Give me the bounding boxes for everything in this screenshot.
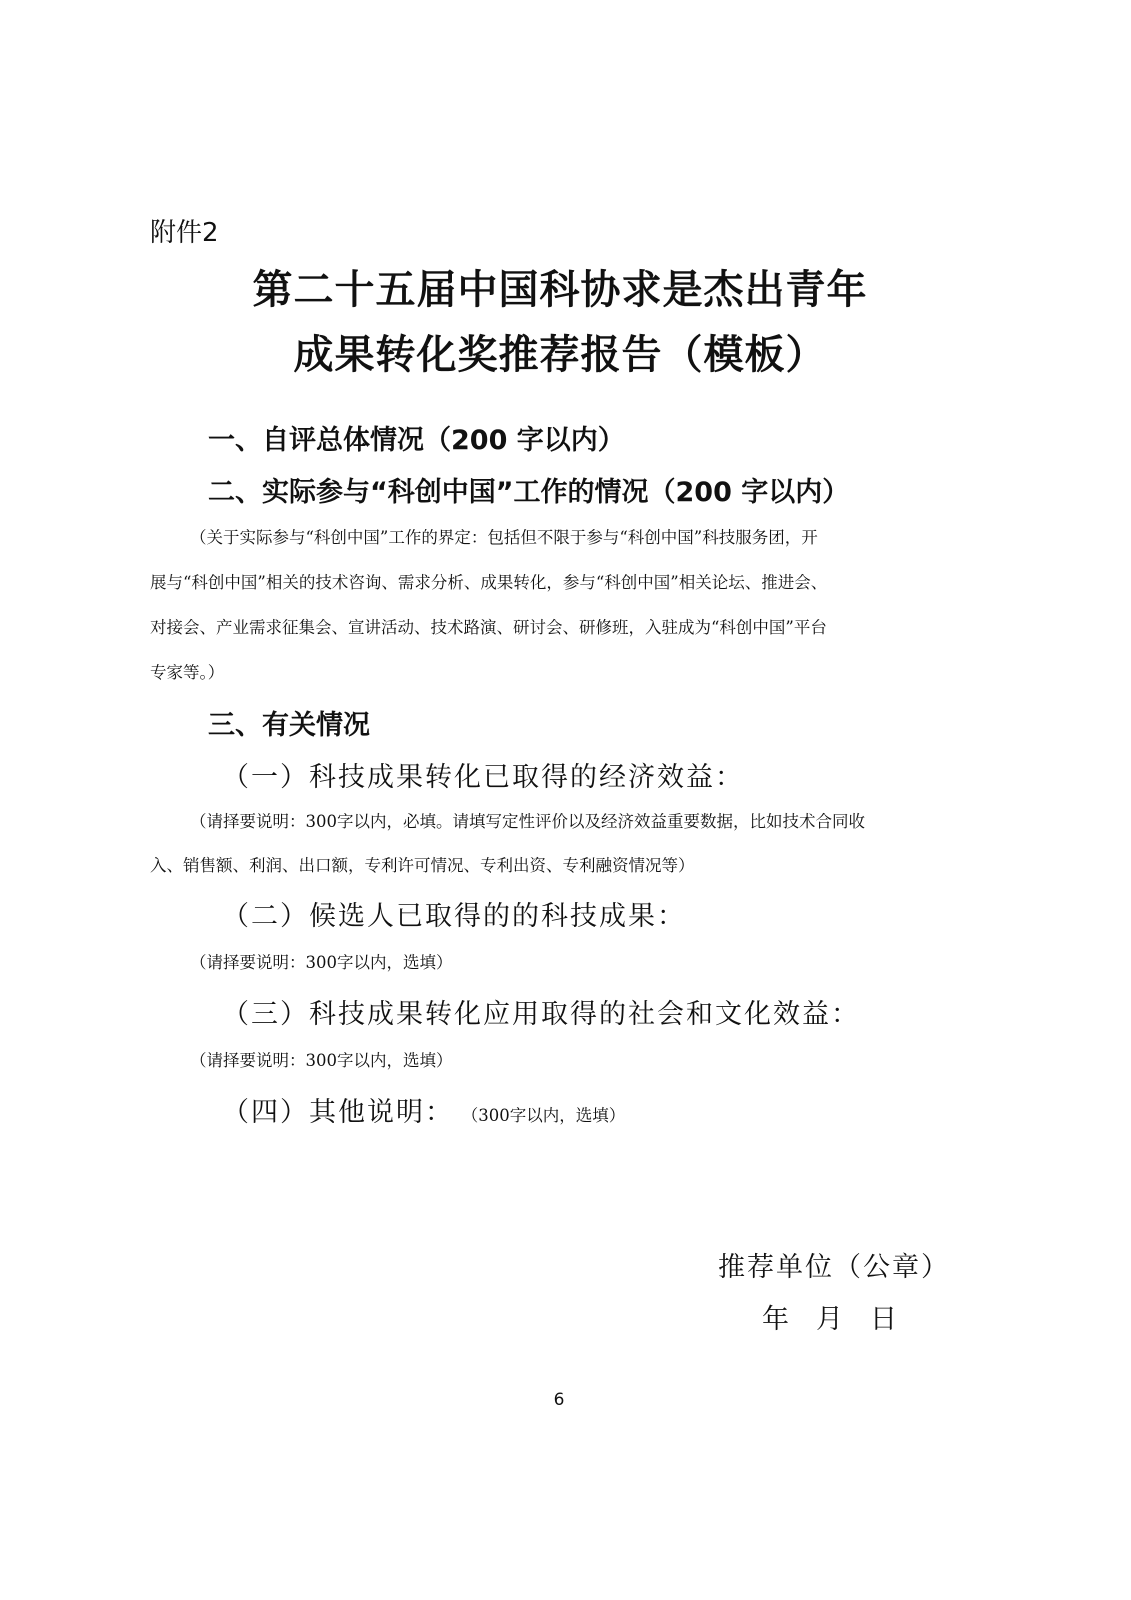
signature-date: 年 月 日 — [762, 1304, 897, 1335]
subsection-heading-4 — [222, 1090, 625, 1129]
section-heading-2: 二、实际参与“科创中国”工作的情况（200 字以内） — [208, 477, 850, 508]
subsection-heading-1: （一）科技成果转化已取得的经济效益： — [222, 762, 744, 793]
section-2-note-line-2: 展与“科创中国”相关的技术咨询、需求分析、成果转化，参与“科创中国”相关论坛、推进会、 — [150, 573, 828, 592]
page-title-line-2: 成果转化奖推荐报告（模板） — [293, 331, 827, 378]
section-heading-3: 三、有关情况 — [208, 710, 370, 741]
section-2-note-line-1: （关于实际参与“科创中国”工作的界定：包括但不限于参与“科创中国”科技服务团，开 — [190, 528, 818, 547]
subsection-4-title: （四）其他说明： — [222, 1097, 454, 1128]
recommending-unit-seal: 推荐单位（公章） — [718, 1252, 950, 1283]
subsection-3-hint: （请择要说明：300字以内，选填） — [190, 1051, 453, 1070]
subsection-1-hint-line-1: （请择要说明：300字以内，必填。请填写定性评价以及经济效益重要数据，比如技术合同收 — [190, 812, 865, 831]
subsection-4-hint: （300字以内，选填） — [470, 1106, 626, 1125]
subsection-heading-3: （三）科技成果转化应用取得的社会和文化效益： — [222, 999, 860, 1030]
page-number: 6 — [553, 1390, 565, 1410]
subsection-2-hint: （请择要说明：300字以内，选填） — [190, 953, 453, 972]
page-title-line-1: 第二十五届中国科协求是杰出青年 — [252, 266, 868, 313]
section-2-note-line-3: 对接会、产业需求征集会、宣讲活动、技术路演、研讨会、研修班，入驻成为“科创中国”平台 — [150, 618, 827, 637]
subsection-heading-2: （二）候选人已取得的的科技成果： — [222, 901, 686, 932]
section-2-note-line-4: 专家等。） — [150, 663, 225, 682]
section-heading-1: 一、自评总体情况（200 字以内） — [208, 425, 625, 456]
subsection-1-hint-line-2: 入、销售额、利润、出口额，专利许可情况、专利出资、专利融资情况等） — [150, 856, 695, 875]
attachment-label: 附件2 — [150, 218, 219, 248]
